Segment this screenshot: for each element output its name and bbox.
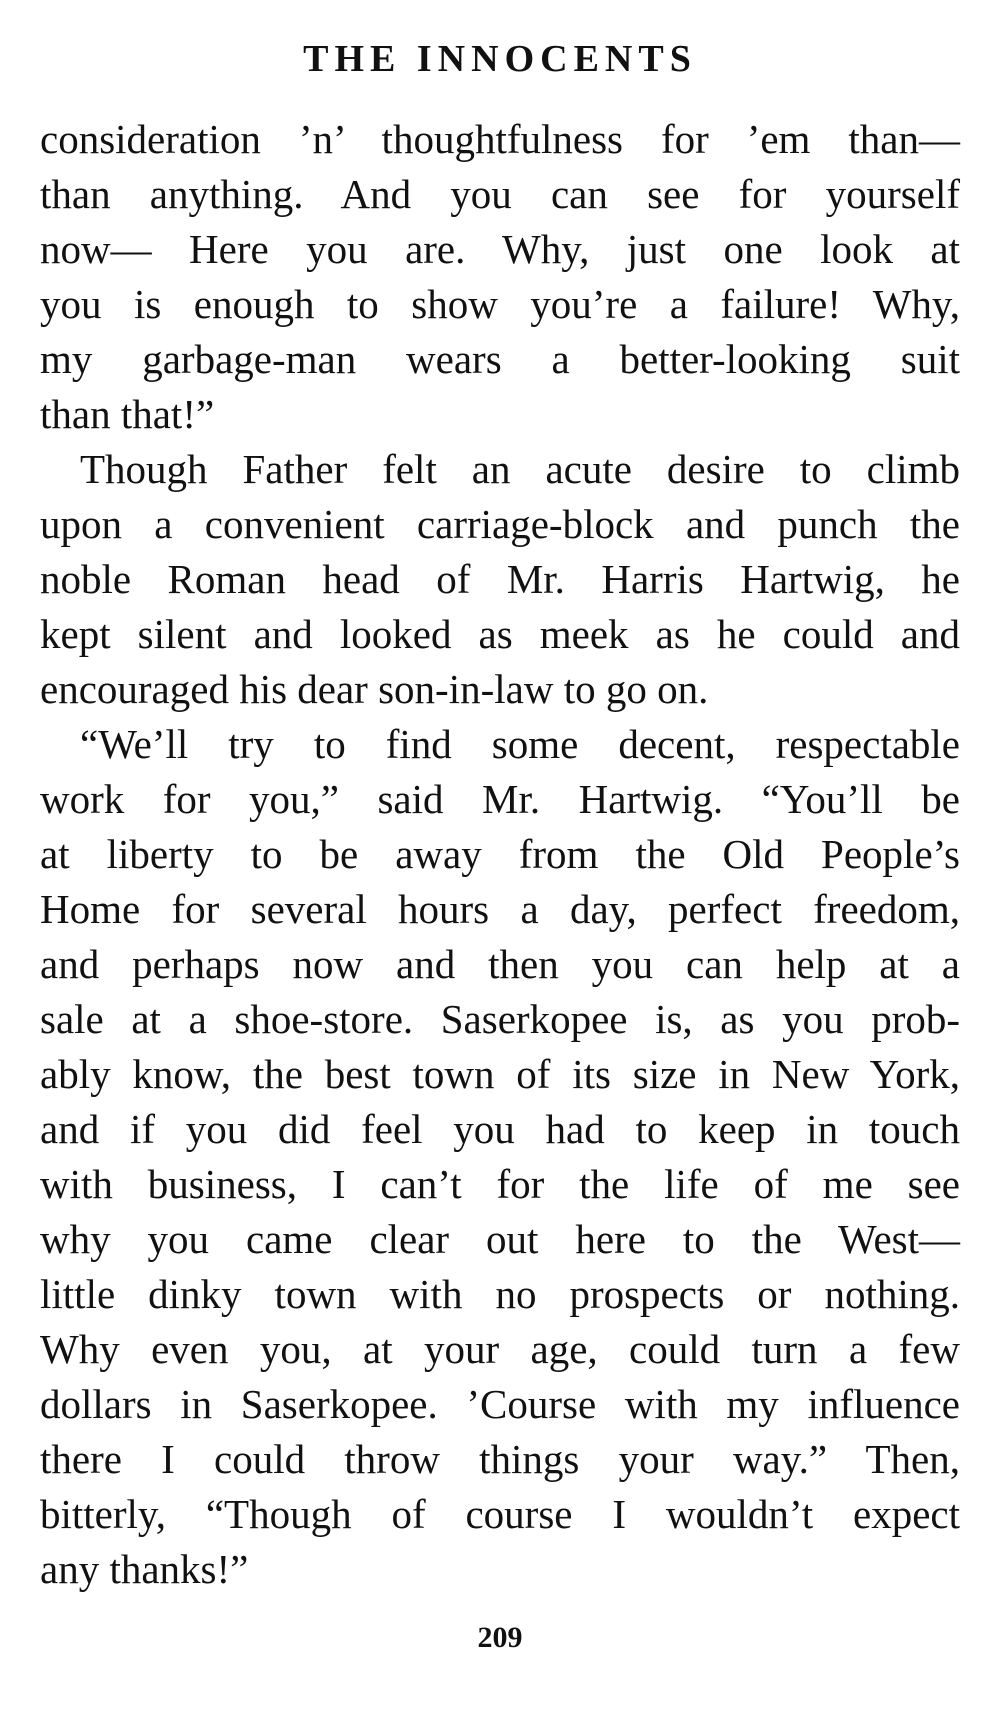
text-line: consideration ’n’ thoughtfulness for ’em than— <box>40 116 960 162</box>
text-line: kept silent and looked as meek as he could and <box>40 611 960 657</box>
text-line: Home for several hours a day, perfect freedom, <box>40 886 960 932</box>
text-line: dollars in Saserkopee. ’Course with my influence <box>40 1381 960 1427</box>
text-line: you is enough to show you’re a failure! Why, <box>40 281 960 327</box>
text-line: sale at a shoe-store. Saserkopee is, as you prob- <box>40 996 960 1042</box>
text-line: any thanks!” <box>40 1546 249 1592</box>
text-line: why you came clear out here to the West— <box>40 1216 960 1262</box>
text-line: with business, I can’t for the life of me see <box>40 1161 960 1207</box>
text-line: ably know, the best town of its size in New York, <box>40 1051 960 1097</box>
text-line: my garbage-man wears a better-looking suit <box>40 336 960 382</box>
text-line: than that!” <box>40 391 215 437</box>
text-line: encouraged his dear son-in-law to go on. <box>40 666 709 712</box>
body-text <box>40 112 960 1597</box>
text-line: Though Father felt an acute desire to climb <box>80 446 960 492</box>
text-line: than anything. And you can see for yourself <box>40 171 960 217</box>
text-line: noble Roman head of Mr. Harris Hartwig, he <box>40 556 960 602</box>
text-line: work for you,” said Mr. Hartwig. “You’ll be <box>40 776 960 822</box>
text-line: “We’ll try to find some decent, respectable <box>80 721 960 767</box>
text-line: and perhaps now and then you can help at a <box>40 941 960 987</box>
text-line: little dinky town with no prospects or nothing. <box>40 1271 960 1317</box>
paragraph-3 <box>40 717 960 1597</box>
paragraph-1 <box>40 112 960 442</box>
text-line: Why even you, at your age, could turn a few <box>40 1326 960 1372</box>
text-line: at liberty to be away from the Old People’s <box>40 831 960 877</box>
text-line: there I could throw things your way.” Then, <box>40 1436 960 1482</box>
text-line: and if you did feel you had to keep in touch <box>40 1106 960 1152</box>
running-head: THE INNOCENTS <box>303 38 697 80</box>
text-line: upon a convenient carriage-block and punch the <box>40 501 960 547</box>
paragraph-2 <box>40 442 960 717</box>
text-line: bitterly, “Though of course I wouldn’t expect <box>40 1491 960 1537</box>
page-number: 209 <box>477 1621 523 1654</box>
text-line: now— Here you are. Why, just one look at <box>40 226 960 272</box>
